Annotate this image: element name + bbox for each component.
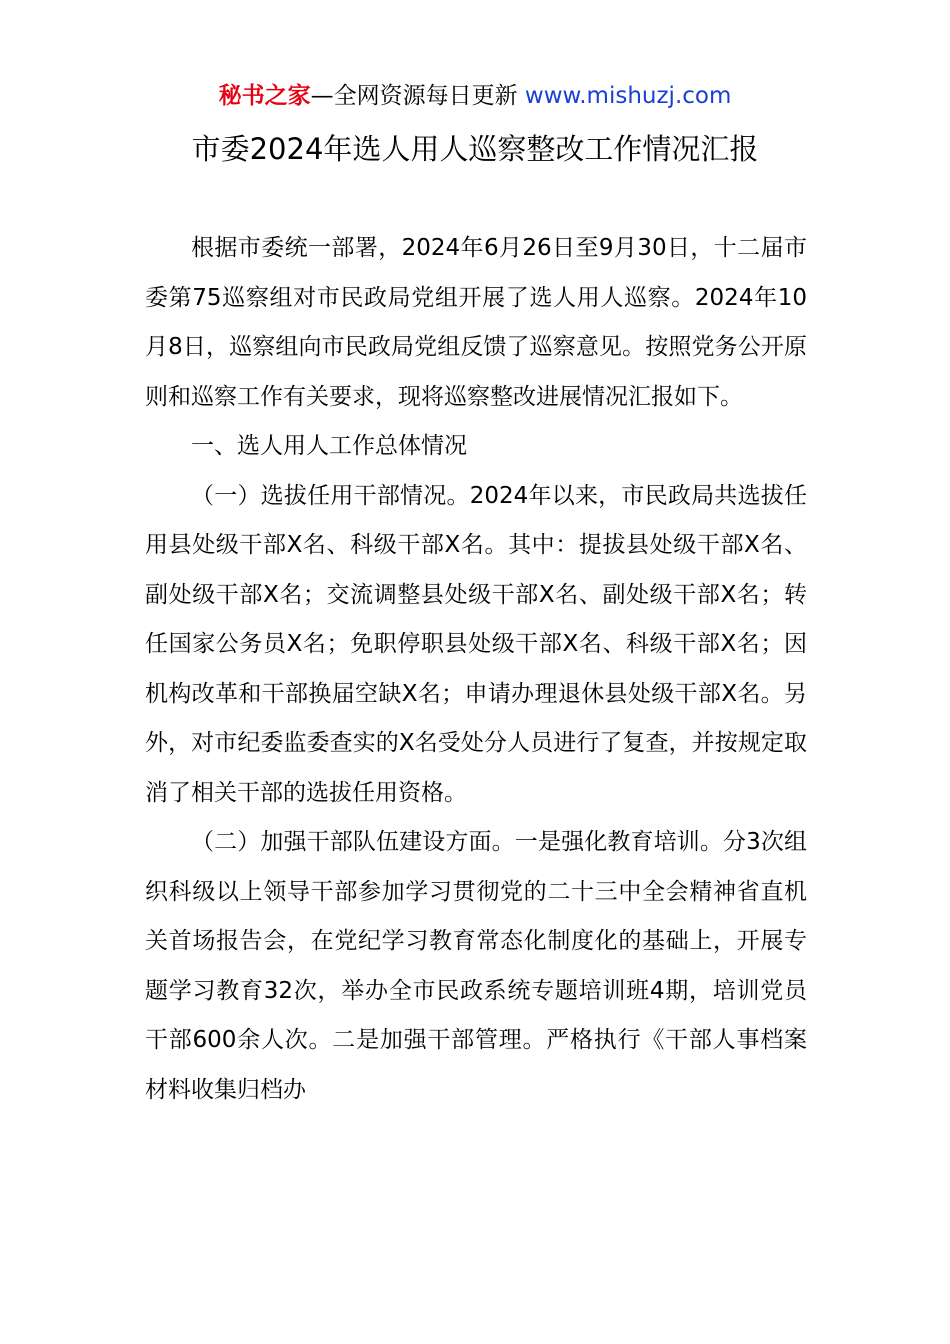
section-heading: 一、选人用人工作总体情况 [191, 433, 467, 459]
subsection-paragraph-1: （一）选拔任用干部情况。2024年以来，市民政局共选拔任用县处级干部X名、科级干部X名。其中：提拔县处级干部X名、副处级干部X名；交流调整县处级干部X名、副处级干部X名；转任国家公务员X名；免职停职县处级干部X名、科级干部X名；因机构改革和干部换届空缺X名；申请办理退休县处级干部X名。另外，对市纪委监委查实的X名受处分人员进行了复查，并按规定取消了相关干部的选拔任用资格。 [145, 482, 807, 806]
brand-name: 秘书之家 [218, 83, 311, 109]
document-body [145, 224, 807, 1115]
site-header [0, 80, 950, 112]
site-slogan: —全网资源每日更新 [310, 83, 518, 109]
intro-paragraph: 根据市委统一部署，2024年6月26日至9月30日，十二届市委第75巡察组对市民政局党组开展了选人用人巡察。2024年10月8日，巡察组向市民政局党组反馈了巡察意见。按照党务公开原则和巡察工作有关要求，现将巡察整改进展情况汇报如下。 [145, 235, 807, 410]
subsection-paragraph-2: （二）加强干部队伍建设方面。一是强化教育培训。分3次组织科级以上领导干部参加学习贯彻党的二十三中全会精神省直机关首场报告会，在党纪学习教育常态化制度化的基础上，开展专题学习教育32次，举办全市民政系统专题培训班4期，培训党员干部600余人次。二是加强干部管理。严格执行《干部人事档案材料收集归档办 [145, 829, 807, 1103]
site-url-link[interactable]: www.mishuzj.com [524, 83, 732, 109]
document-title: 市委2024年选人用人巡察整改工作情况汇报 [191, 132, 759, 166]
